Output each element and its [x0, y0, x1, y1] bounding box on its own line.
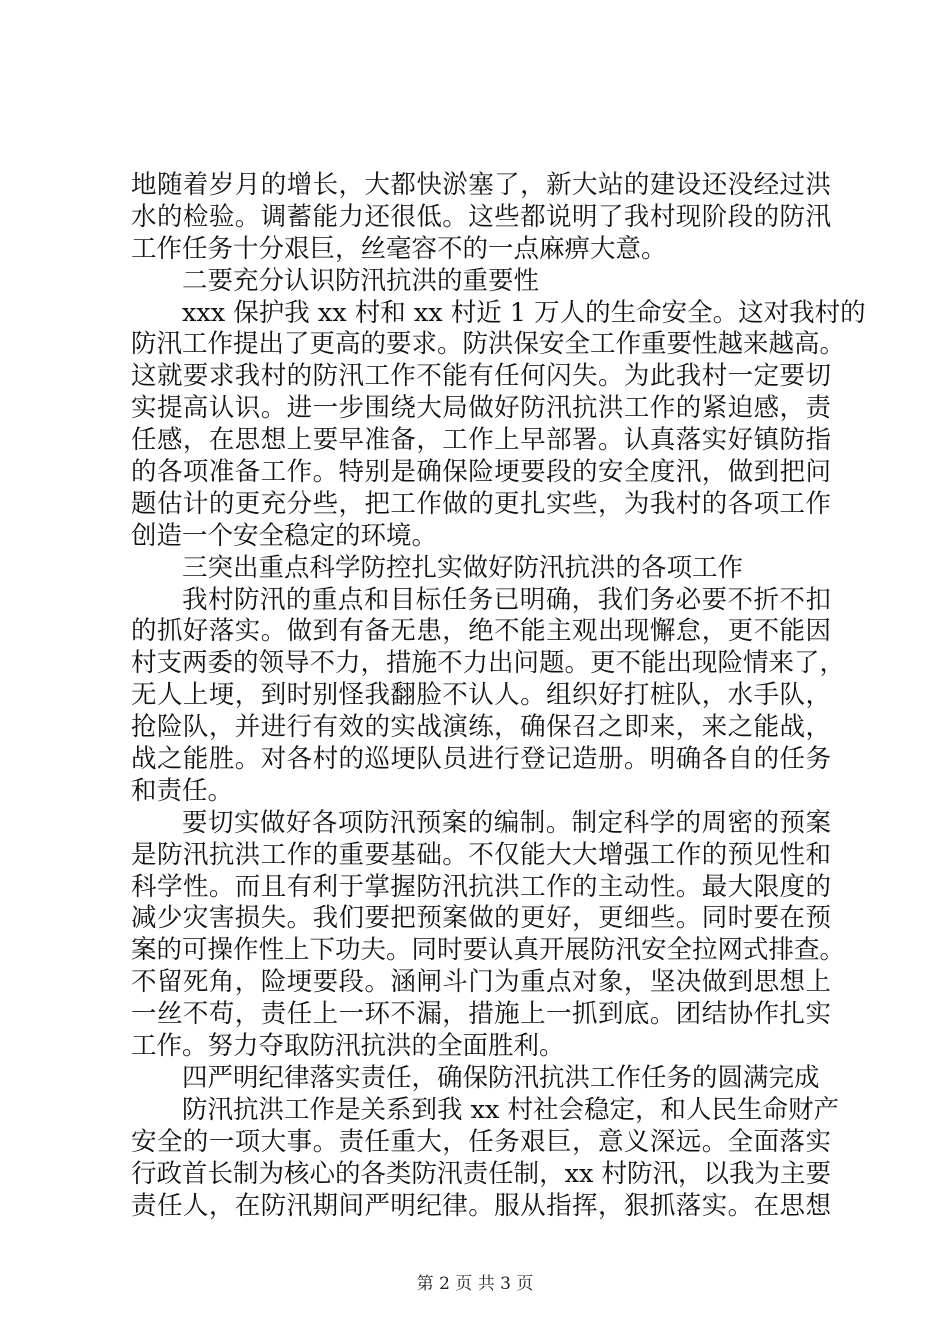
text-line: 要切实做好各项防汛预案的编制。制定科学的周密的预案: [182, 807, 831, 838]
text-line: 三突出重点科学防控扎实做好防汛抗洪的各项工作: [182, 552, 744, 583]
text-line: 责任人，在防汛期间严明纪律。服从指挥，狠抓落实。在思想: [131, 1190, 831, 1221]
text-line: xxx 保护我 xx 村和 xx 村近 1 万人的生命安全。这对我村的: [182, 297, 866, 328]
text-line: 二要充分认识防汛抗洪的重要性: [182, 265, 540, 296]
page-number-footer: 第 2 页 共 3 页: [416, 1274, 534, 1294]
text-line: 的各项准备工作。特别是确保险埂要段的安全度汛，做到把问: [131, 457, 831, 488]
text-line: 是防汛抗洪工作的重要基础。不仅能大大增强工作的预见性和: [131, 839, 831, 870]
text-line: 这就要求我村的防汛工作不能有任何闪失。为此我村一定要切: [131, 361, 831, 392]
text-line: 一丝不苟，责任上一环不漏，措施上一抓到底。团结协作扎实: [131, 999, 831, 1030]
text-line: 无人上埂，到时别怪我翻脸不认人。组织好打桩队，水手队，: [131, 680, 831, 711]
text-line: 创造一个安全稳定的环境。: [131, 520, 438, 551]
text-line: 四严明纪律落实责任，确保防汛抗洪工作任务的圆满完成: [182, 1062, 820, 1093]
text-line: 科学性。而且有利于掌握防汛抗洪工作的主动性。最大限度的: [131, 871, 831, 902]
text-line: 和责任。: [131, 775, 234, 806]
text-line: 任感，在思想上要早准备，工作上早部署。认真落实好镇防指: [131, 425, 831, 456]
text-line: 安全的一项大事。责任重大，任务艰巨，意义深远。全面落实: [131, 1126, 831, 1157]
text-line: 水的检验。调蓄能力还很低。这些都说明了我村现阶段的防汛: [131, 201, 831, 232]
document-body: [131, 170, 866, 1222]
text-line: 防汛抗洪工作是关系到我 xx 村社会稳定，和人民生命财产: [182, 1094, 839, 1125]
text-line: 的抓好落实。做到有备无患，绝不能主观出现懈怠，更不能因: [131, 616, 831, 647]
text-line: 案的可操作性上下功夫。同时要认真开展防汛安全拉网式排查。: [131, 935, 846, 966]
text-line: 实提高认识。进一步围绕大局做好防汛抗洪工作的紧迫感，责: [131, 393, 831, 424]
text-line: 工作任务十分艰巨，丝毫容不的一点麻痹大意。: [131, 233, 667, 264]
text-line: 题估计的更充分些，把工作做的更扎实些，为我村的各项工作: [131, 488, 831, 519]
text-line: 村支两委的领导不力，措施不力出问题。更不能出现险情来了，: [131, 648, 846, 679]
text-line: 行政首长制为核心的各类防汛责任制，xx 村防汛，以我为主要: [131, 1158, 831, 1189]
text-line: 战之能胜。对各村的巡埂队员进行登记造册。明确各自的任务: [131, 744, 831, 775]
text-line: 抢险队，并进行有效的实战演练，确保召之即来，来之能战，: [131, 712, 831, 743]
text-line: 工作。努力夺取防汛抗洪的全面胜利。: [131, 1031, 565, 1062]
text-line: 防汛工作提出了更高的要求。防洪保安全工作重要性越来越高。: [131, 329, 846, 360]
text-line: 减少灾害损失。我们要把预案做的更好，更细些。同时要在预: [131, 903, 831, 934]
text-line: 地随着岁月的增长，大都快淤塞了，新大站的建设还没经过洪: [131, 170, 831, 200]
text-line: 不留死角，险埂要段。涵闸斗门为重点对象，坚决做到思想上: [131, 967, 831, 998]
text-line: 我村防汛的重点和目标任务已明确，我们务必要不折不扣: [182, 584, 831, 615]
